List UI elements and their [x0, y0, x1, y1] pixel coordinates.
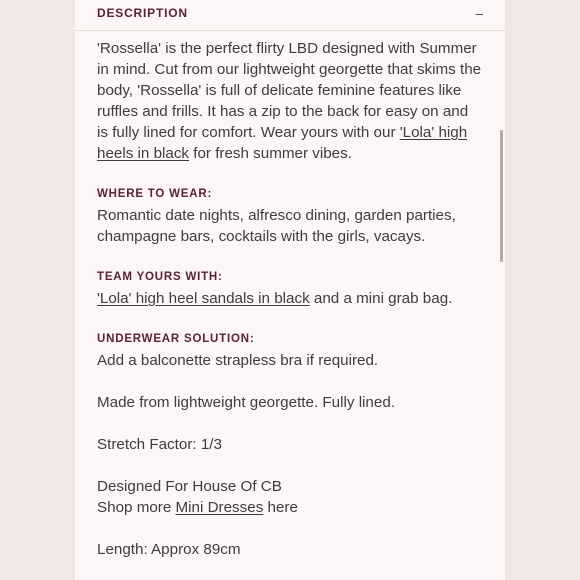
fabric-text: Made from lightweight georgette. Fully lined. [97, 394, 395, 411]
lola-heels-link[interactable]: 'Lola' high heels in black [97, 124, 468, 162]
description-accordion-header[interactable] [75, 0, 505, 31]
description-panel [75, 0, 505, 580]
intro-paragraph [97, 38, 483, 164]
where-to-wear-heading: WHERE TO WEAR: [97, 188, 213, 200]
team-yours-with-text [97, 288, 483, 309]
team-yours-with-heading: TEAM YOURS WITH: [97, 271, 223, 283]
stretch-factor-text: Stretch Factor: 1/3 [97, 436, 222, 453]
mini-dresses-link[interactable]: Mini Dresses [175, 499, 264, 516]
intro-text: 'Rossella' is the perfect flirty LBD designed with Summer in mind. Cut from our lightweight georgette that skims the body, 'Rossella' is full of delicate feminine features like ruffles and frills. It has a zip to the back for easy on and is fully lined for comfort. Wear yours with our [97, 40, 482, 141]
shop-more-prefix: Shop more [97, 499, 176, 516]
scrollbar-thumb[interactable] [500, 130, 503, 262]
left-background [0, 0, 75, 580]
shop-more-text [97, 497, 483, 518]
right-background [505, 0, 580, 580]
section-title: DESCRIPTION [97, 6, 188, 20]
team-yours-with-suffix: and a mini grab bag. [309, 290, 453, 307]
designed-for-text: Designed For House Of CB [97, 478, 282, 495]
underwear-solution-heading: UNDERWEAR SOLUTION: [97, 333, 255, 345]
lola-sandals-link[interactable]: 'Lola' high heel sandals in black [97, 290, 310, 307]
intro-suffix: for fresh summer vibes. [189, 145, 352, 162]
description-content [97, 31, 483, 560]
collapse-icon[interactable]: – [475, 5, 483, 21]
shop-more-suffix: here [263, 499, 298, 516]
underwear-solution-text: Add a balconette strapless bra if required. [97, 352, 379, 369]
length-text: Length: Approx 89cm [97, 541, 241, 558]
where-to-wear-text: Romantic date nights, alfresco dining, garden parties, champagne bars, cocktails with the girls, vacays. [97, 207, 456, 245]
